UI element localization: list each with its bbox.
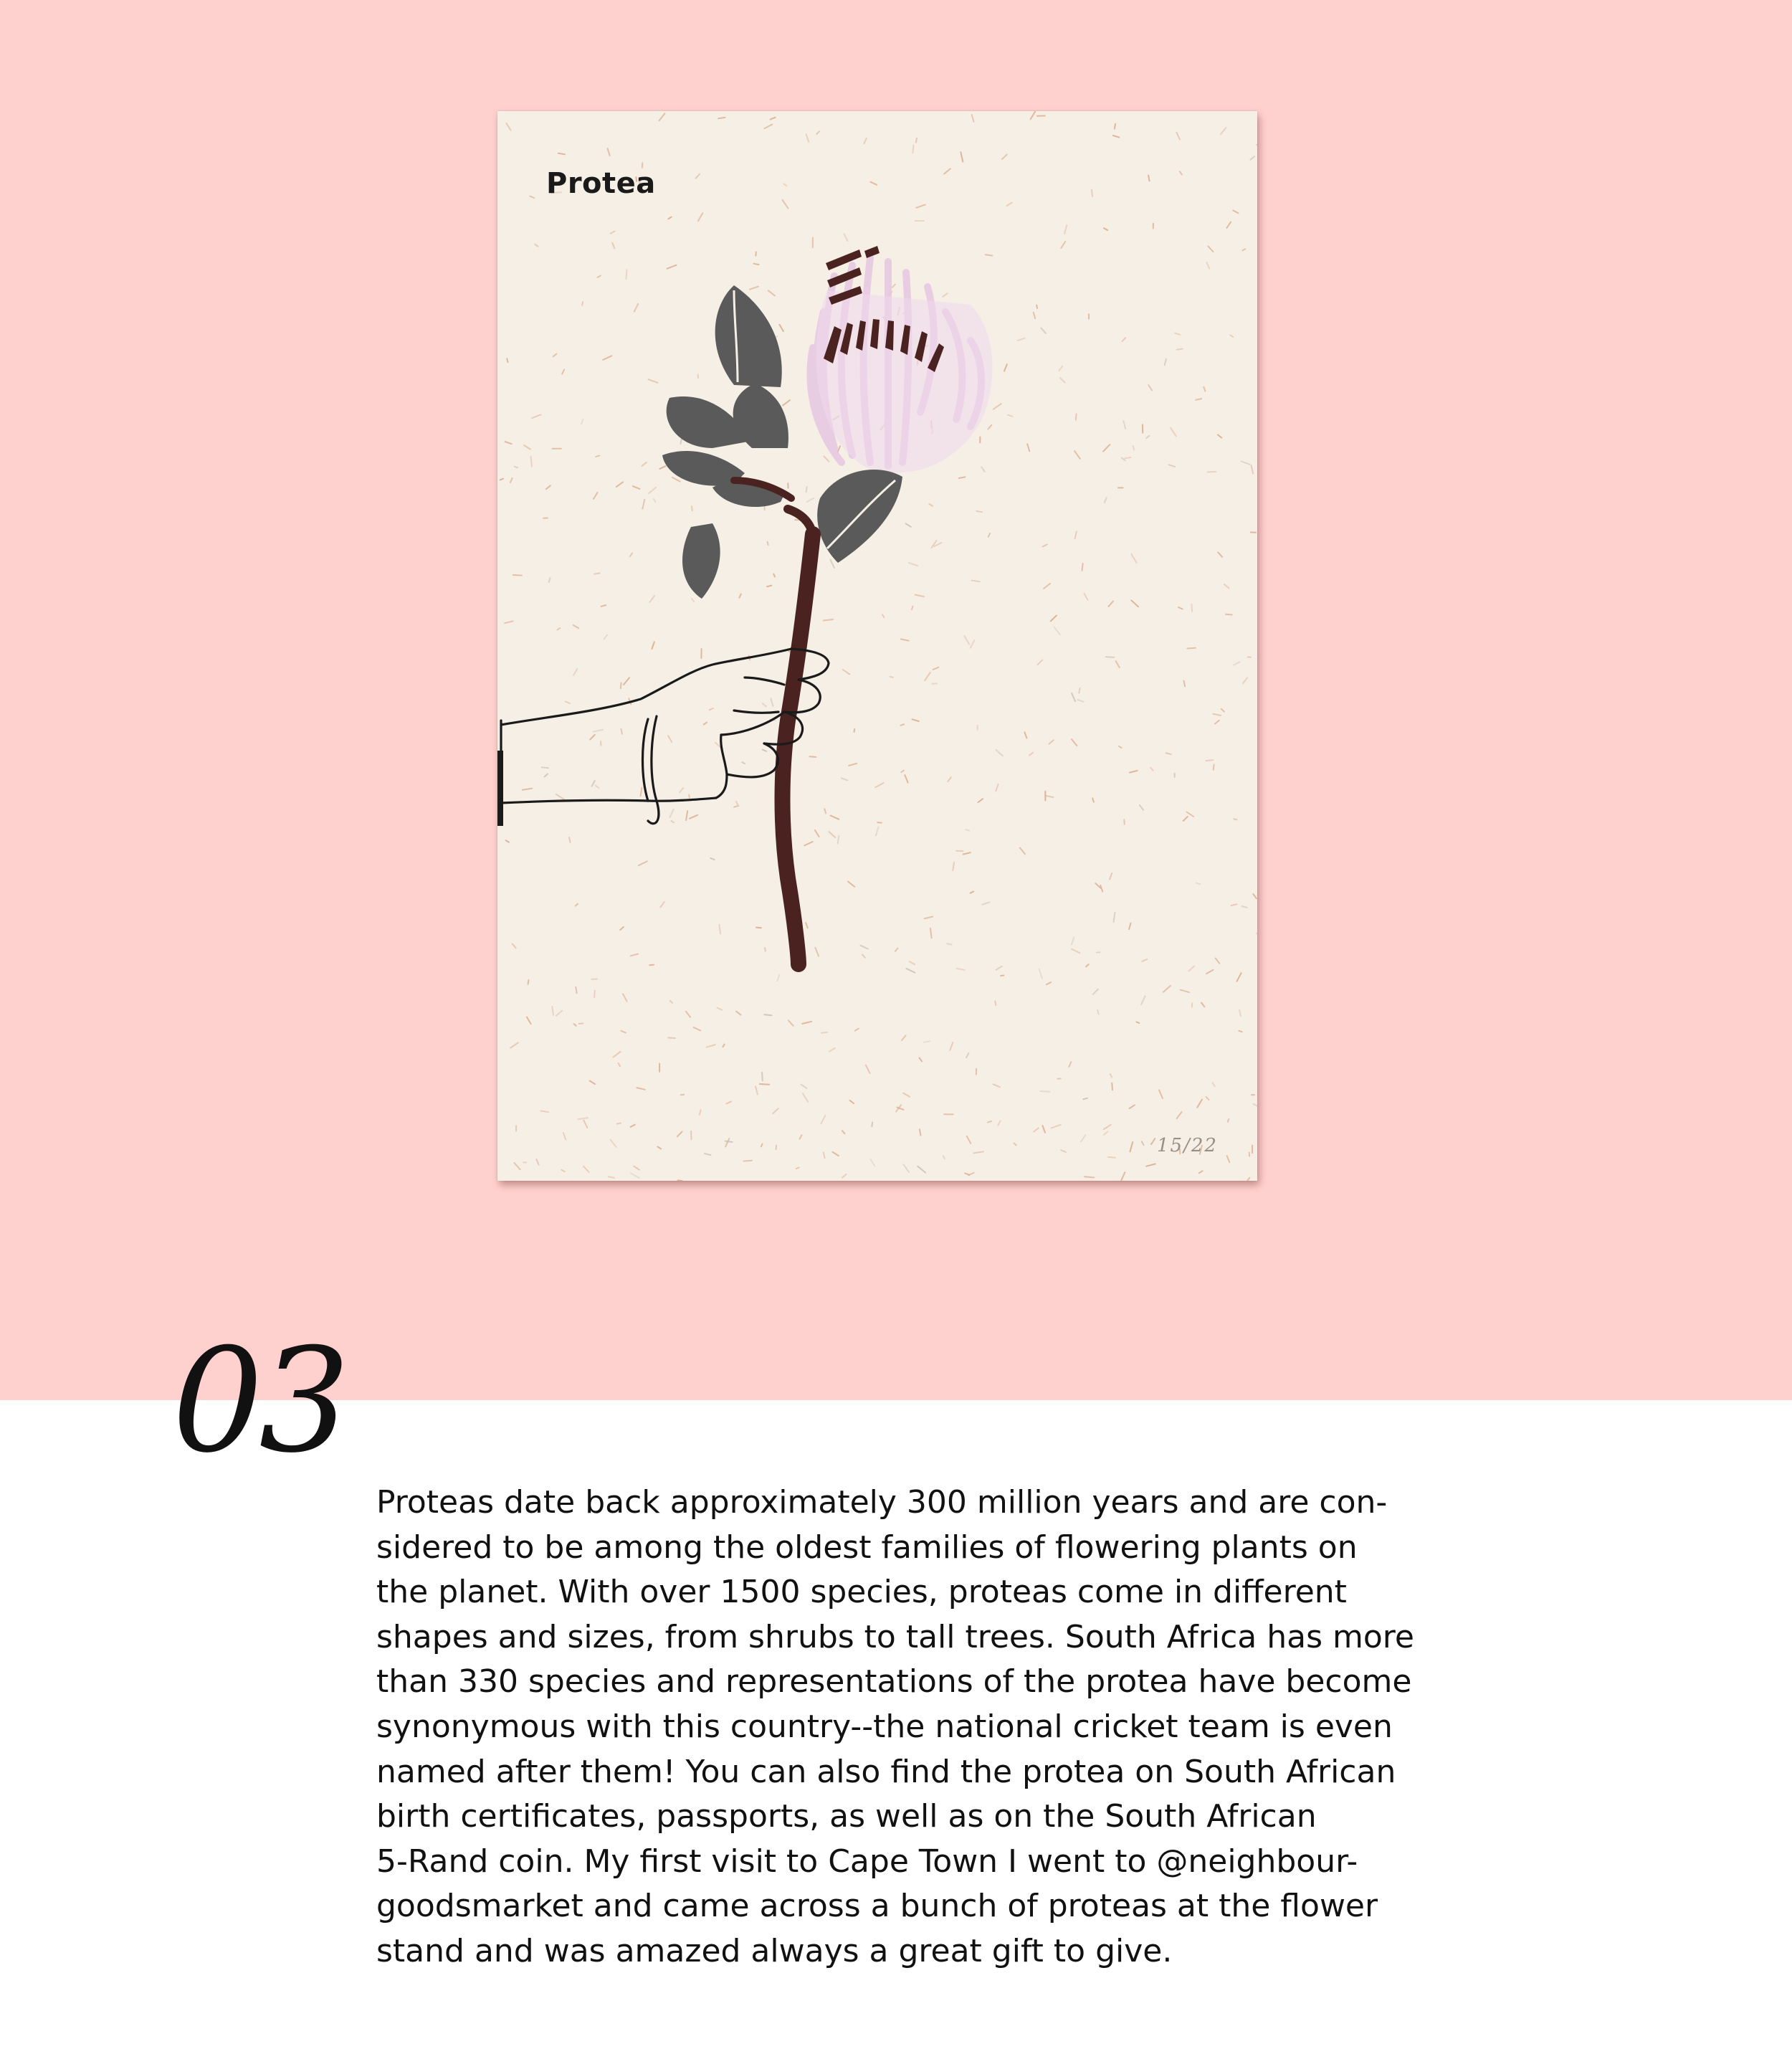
section-body-text: Proteas date back approximately 300 million years and are con- sidered to be among the oldest families of flowering plants on the planet. With over 1500 species, proteas come in different shapes and sizes, from shrubs to tall trees. South Africa has more than 330 species and representations of the protea have become synonymous with this country--the national cricket team is even named after them! You can also find the protea on South African birth certificates, passports, as well as on the South African 5-Rand coin. My first visit to Cape Town I went to @neighbour- goodsmarket and came across a bunch of proteas at the flower stand and was amazed always a great gift to give. xyxy=(376,1484,1414,1969)
edition-mark: 15/22 xyxy=(1157,1135,1218,1156)
protea-print-card xyxy=(497,111,1257,1181)
protea-stem xyxy=(783,534,814,964)
arm-edge-mark xyxy=(497,751,503,826)
protea-illustration xyxy=(497,111,1257,1181)
artwork-title: Protea xyxy=(546,167,656,200)
protea-bloom-wash xyxy=(816,290,992,473)
section-number: 03 xyxy=(172,1318,346,1485)
